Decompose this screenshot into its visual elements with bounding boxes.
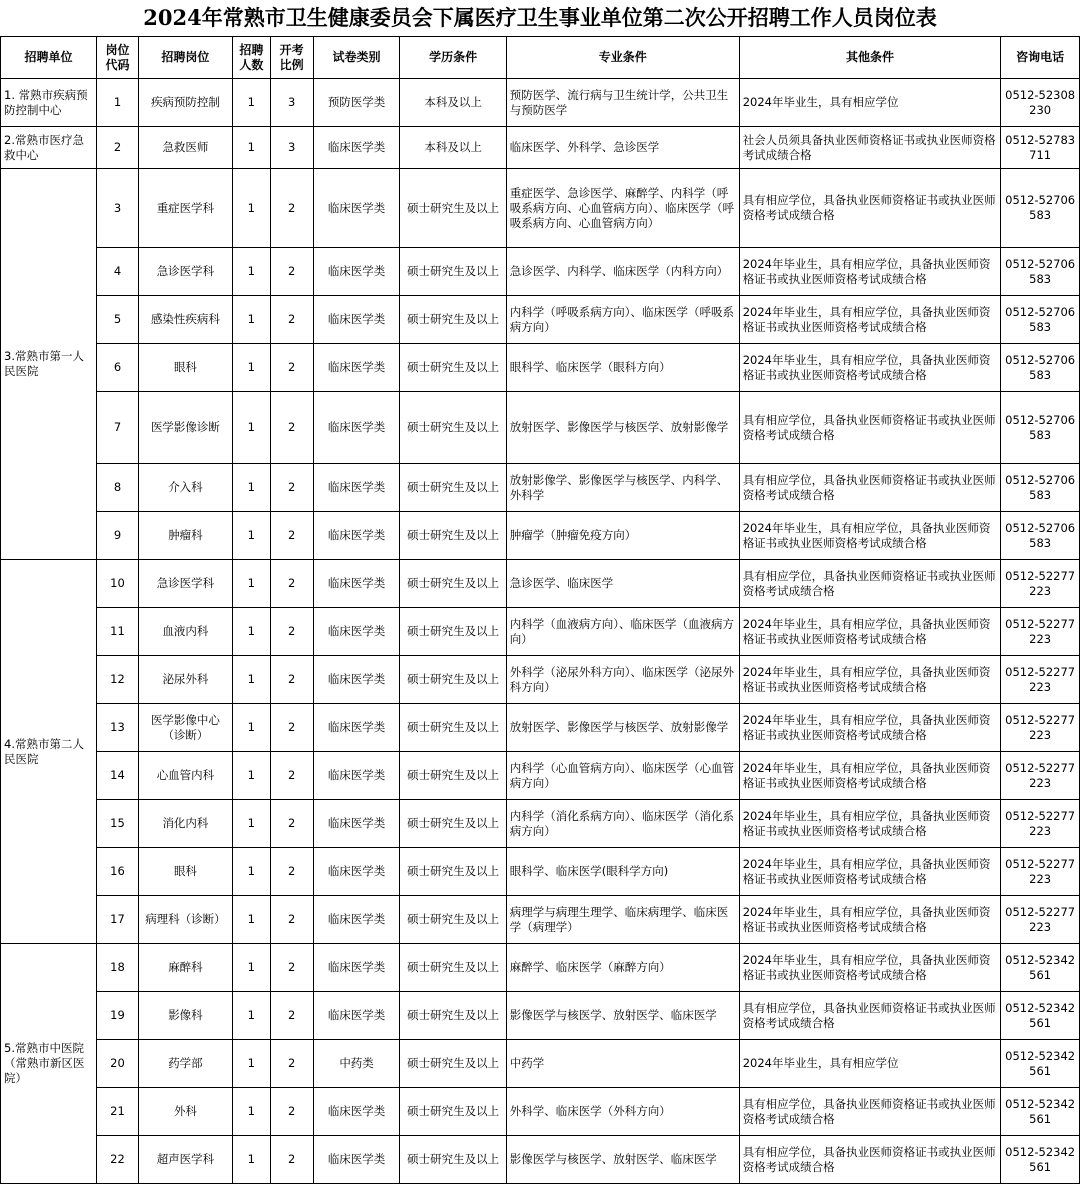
other-requirement: 2024年毕业生，具有相应学位，具备执业医师资格证书或执业医师资格考试成绩合格: [739, 512, 1001, 560]
post-name: 心血管内科: [138, 752, 232, 800]
exam-ratio: 2: [270, 752, 313, 800]
post-count: 1: [232, 1040, 270, 1088]
post-name: 重症医学科: [138, 169, 232, 248]
post-count: 1: [232, 79, 270, 127]
contact-phone: 0512-52277223: [1001, 848, 1080, 896]
education-requirement: 硕士研究生及以上: [400, 248, 506, 296]
other-requirement: 2024年毕业生，具有相应学位，具备执业医师资格证书或执业医师资格考试成绩合格: [739, 344, 1001, 392]
major-requirement: 肿瘤学（肿瘤免疫方向）: [506, 512, 739, 560]
contact-phone: 0512-52277223: [1001, 800, 1080, 848]
header-code: 岗位代码: [97, 37, 139, 79]
post-count: 1: [232, 169, 270, 248]
contact-phone: 0512-52277223: [1001, 896, 1080, 944]
major-requirement: 影像医学与核医学、放射医学、临床医学: [506, 1136, 739, 1184]
exam-ratio: 2: [270, 344, 313, 392]
contact-phone: 0512-52277223: [1001, 608, 1080, 656]
post-code: 16: [97, 848, 139, 896]
other-requirement: 2024年毕业生，具有相应学位: [739, 79, 1001, 127]
post-name: 药学部: [138, 1040, 232, 1088]
other-requirement: 2024年毕业生，具有相应学位，具备执业医师资格证书或执业医师资格考试成绩合格: [739, 896, 1001, 944]
other-requirement: 2024年毕业生，具有相应学位，具备执业医师资格证书或执业医师资格考试成绩合格: [739, 248, 1001, 296]
education-requirement: 硕士研究生及以上: [400, 1136, 506, 1184]
education-requirement: 硕士研究生及以上: [400, 848, 506, 896]
post-name: 外科: [138, 1088, 232, 1136]
exam-ratio: 2: [270, 512, 313, 560]
exam-category: 临床医学类: [313, 656, 400, 704]
contact-phone: 0512-52277223: [1001, 752, 1080, 800]
post-name: 医学影像中心（诊断）: [138, 704, 232, 752]
exam-category: 临床医学类: [313, 800, 400, 848]
table-row: [1, 1088, 1080, 1136]
contact-phone: 0512-52706583: [1001, 512, 1080, 560]
header-edu: 学历条件: [400, 37, 506, 79]
education-requirement: 硕士研究生及以上: [400, 344, 506, 392]
exam-category: 临床医学类: [313, 1088, 400, 1136]
education-requirement: 硕士研究生及以上: [400, 704, 506, 752]
post-code: 3: [97, 169, 139, 248]
post-count: 1: [232, 944, 270, 992]
post-code: 12: [97, 656, 139, 704]
education-requirement: 硕士研究生及以上: [400, 1088, 506, 1136]
education-requirement: 硕士研究生及以上: [400, 656, 506, 704]
major-requirement: 临床医学、外科学、急诊医学: [506, 127, 739, 169]
table-row: [1, 512, 1080, 560]
other-requirement: 具有相应学位，具备执业医师资格证书或执业医师资格考试成绩合格: [739, 464, 1001, 512]
post-code: 20: [97, 1040, 139, 1088]
exam-ratio: 2: [270, 464, 313, 512]
exam-ratio: 2: [270, 848, 313, 896]
header-unit: 招聘单位: [1, 37, 97, 79]
exam-ratio: 2: [270, 169, 313, 248]
major-requirement: 内科学（心血管病方向）、临床医学（心血管病方向）: [506, 752, 739, 800]
post-count: 1: [232, 344, 270, 392]
exam-category: 临床医学类: [313, 512, 400, 560]
post-count: 1: [232, 848, 270, 896]
exam-category: 临床医学类: [313, 752, 400, 800]
exam-ratio: 3: [270, 127, 313, 169]
header-ratio: 开考比例: [270, 37, 313, 79]
table-row: [1, 608, 1080, 656]
post-name: 影像科: [138, 992, 232, 1040]
contact-phone: 0512-52706583: [1001, 248, 1080, 296]
post-count: 1: [232, 656, 270, 704]
post-code: 2: [97, 127, 139, 169]
education-requirement: 本科及以上: [400, 127, 506, 169]
other-requirement: 具有相应学位，具备执业医师资格证书或执业医师资格考试成绩合格: [739, 1088, 1001, 1136]
table-row: [1, 1040, 1080, 1088]
other-requirement: 2024年毕业生，具有相应学位，具备执业医师资格证书或执业医师资格考试成绩合格: [739, 296, 1001, 344]
exam-category: 临床医学类: [313, 848, 400, 896]
contact-phone: 0512-52706583: [1001, 464, 1080, 512]
education-requirement: 硕士研究生及以上: [400, 1040, 506, 1088]
table-row: [1, 800, 1080, 848]
header-post: 招聘岗位: [138, 37, 232, 79]
exam-ratio: 2: [270, 656, 313, 704]
exam-ratio: 2: [270, 944, 313, 992]
contact-phone: 0512-52342561: [1001, 992, 1080, 1040]
header-major: 专业条件: [506, 37, 739, 79]
table-row: [1, 296, 1080, 344]
table-row: [1, 127, 1080, 169]
contact-phone: 0512-52308230: [1001, 79, 1080, 127]
post-code: 17: [97, 896, 139, 944]
recruiting-unit: 5.常熟市中医院（常熟市新区医院）: [1, 944, 97, 1184]
education-requirement: 硕士研究生及以上: [400, 169, 506, 248]
exam-category: 临床医学类: [313, 169, 400, 248]
major-requirement: 外科学（泌尿外科方向）、临床医学（泌尿外科方向）: [506, 656, 739, 704]
education-requirement: 硕士研究生及以上: [400, 800, 506, 848]
exam-ratio: 2: [270, 296, 313, 344]
education-requirement: 硕士研究生及以上: [400, 392, 506, 464]
exam-category: 临床医学类: [313, 392, 400, 464]
exam-category: 临床医学类: [313, 608, 400, 656]
post-name: 眼科: [138, 344, 232, 392]
post-code: 14: [97, 752, 139, 800]
exam-category: 临床医学类: [313, 944, 400, 992]
table-row: [1, 392, 1080, 464]
major-requirement: 中药学: [506, 1040, 739, 1088]
post-code: 8: [97, 464, 139, 512]
header-other: 其他条件: [739, 37, 1001, 79]
exam-ratio: 2: [270, 992, 313, 1040]
exam-ratio: 2: [270, 392, 313, 464]
other-requirement: 具有相应学位，具备执业医师资格证书或执业医师资格考试成绩合格: [739, 169, 1001, 248]
post-code: 22: [97, 1136, 139, 1184]
post-count: 1: [232, 560, 270, 608]
post-code: 21: [97, 1088, 139, 1136]
post-count: 1: [232, 752, 270, 800]
page-title: 2024年常熟市卫生健康委员会下属医疗卫生事业单位第二次公开招聘工作人员岗位表: [143, 5, 937, 30]
post-count: 1: [232, 704, 270, 752]
header-num: 招聘人数: [232, 37, 270, 79]
other-requirement: 具有相应学位，具备执业医师资格证书或执业医师资格考试成绩合格: [739, 992, 1001, 1040]
exam-category: 临床医学类: [313, 296, 400, 344]
major-requirement: 放射医学、影像医学与核医学、放射影像学: [506, 704, 739, 752]
exam-ratio: 2: [270, 248, 313, 296]
exam-ratio: 2: [270, 800, 313, 848]
other-requirement: 具有相应学位，具备执业医师资格证书或执业医师资格考试成绩合格: [739, 1136, 1001, 1184]
other-requirement: 2024年毕业生，具有相应学位，具备执业医师资格证书或执业医师资格考试成绩合格: [739, 656, 1001, 704]
exam-ratio: 2: [270, 608, 313, 656]
post-count: 1: [232, 512, 270, 560]
table-row: [1, 752, 1080, 800]
exam-category: 临床医学类: [313, 1136, 400, 1184]
major-requirement: 重症医学、急诊医学、麻醉学、内科学（呼吸系病方向、心血管病方向）、临床医学（呼吸系病方向、心血管病方向）: [506, 169, 739, 248]
post-name: 急救医师: [138, 127, 232, 169]
table-row: [1, 169, 1080, 248]
exam-category: 临床医学类: [313, 992, 400, 1040]
other-requirement: 2024年毕业生，具有相应学位，具备执业医师资格证书或执业医师资格考试成绩合格: [739, 608, 1001, 656]
contact-phone: 0512-52277223: [1001, 704, 1080, 752]
other-requirement: 2024年毕业生，具有相应学位: [739, 1040, 1001, 1088]
contact-phone: 0512-52706583: [1001, 392, 1080, 464]
contact-phone: 0512-52277223: [1001, 560, 1080, 608]
other-requirement: 2024年毕业生，具有相应学位，具备执业医师资格证书或执业医师资格考试成绩合格: [739, 800, 1001, 848]
post-count: 1: [232, 608, 270, 656]
major-requirement: 眼科学、临床医学(眼科学方向): [506, 848, 739, 896]
exam-ratio: 2: [270, 896, 313, 944]
post-count: 1: [232, 296, 270, 344]
post-name: 急诊医学科: [138, 248, 232, 296]
contact-phone: 0512-52342561: [1001, 1136, 1080, 1184]
major-requirement: 放射影像学、影像医学与核医学、内科学、外科学: [506, 464, 739, 512]
table-row: [1, 848, 1080, 896]
major-requirement: 眼科学、临床医学（眼科方向）: [506, 344, 739, 392]
post-name: 医学影像诊断: [138, 392, 232, 464]
post-name: 急诊医学科: [138, 560, 232, 608]
exam-category: 临床医学类: [313, 464, 400, 512]
education-requirement: 硕士研究生及以上: [400, 560, 506, 608]
exam-category: 临床医学类: [313, 560, 400, 608]
exam-category: 临床医学类: [313, 704, 400, 752]
major-requirement: 急诊医学、临床医学: [506, 560, 739, 608]
header-row: [1, 37, 1080, 79]
exam-category: 临床医学类: [313, 344, 400, 392]
major-requirement: 预防医学、流行病与卫生统计学，公共卫生与预防医学: [506, 79, 739, 127]
contact-phone: 0512-52342561: [1001, 944, 1080, 992]
post-code: 11: [97, 608, 139, 656]
table-row: [1, 944, 1080, 992]
post-code: 15: [97, 800, 139, 848]
post-code: 10: [97, 560, 139, 608]
post-code: 9: [97, 512, 139, 560]
exam-ratio: 2: [270, 1040, 313, 1088]
post-name: 病理科（诊断）: [138, 896, 232, 944]
other-requirement: 社会人员须具备执业医师资格证书或执业医师资格考试成绩合格: [739, 127, 1001, 169]
other-requirement: 2024年毕业生，具有相应学位，具备执业医师资格证书或执业医师资格考试成绩合格: [739, 752, 1001, 800]
major-requirement: 放射医学、影像医学与核医学、放射影像学: [506, 392, 739, 464]
post-count: 1: [232, 248, 270, 296]
table-row: [1, 248, 1080, 296]
exam-ratio: 3: [270, 79, 313, 127]
exam-category: 预防医学类: [313, 79, 400, 127]
exam-category: 临床医学类: [313, 127, 400, 169]
post-name: 介入科: [138, 464, 232, 512]
other-requirement: 具有相应学位，具备执业医师资格证书或执业医师资格考试成绩合格: [739, 560, 1001, 608]
major-requirement: 内科学（血液病方向）、临床医学（血液病方向）: [506, 608, 739, 656]
post-count: 1: [232, 127, 270, 169]
table-row: [1, 992, 1080, 1040]
exam-ratio: 2: [270, 704, 313, 752]
post-name: 血液内科: [138, 608, 232, 656]
education-requirement: 本科及以上: [400, 79, 506, 127]
major-requirement: 麻醉学、临床医学（麻醉方向）: [506, 944, 739, 992]
contact-phone: 0512-52706583: [1001, 169, 1080, 248]
recruiting-unit: 4.常熟市第二人民医院: [1, 560, 97, 944]
education-requirement: 硕士研究生及以上: [400, 512, 506, 560]
table-row: [1, 656, 1080, 704]
post-name: 消化内科: [138, 800, 232, 848]
exam-category: 临床医学类: [313, 248, 400, 296]
post-count: 1: [232, 992, 270, 1040]
major-requirement: 内科学（呼吸系病方向）、临床医学（呼吸系病方向）: [506, 296, 739, 344]
post-name: 眼科: [138, 848, 232, 896]
major-requirement: 病理学与病理生理学、临床病理学、临床医学（病理学）: [506, 896, 739, 944]
post-count: 1: [232, 392, 270, 464]
post-name: 疾病预防控制: [138, 79, 232, 127]
positions-table: [0, 36, 1080, 1184]
other-requirement: 2024年毕业生，具有相应学位，具备执业医师资格证书或执业医师资格考试成绩合格: [739, 944, 1001, 992]
table-row: [1, 79, 1080, 127]
major-requirement: 影像医学与核医学、放射医学、临床医学: [506, 992, 739, 1040]
contact-phone: 0512-52342561: [1001, 1040, 1080, 1088]
post-code: 1: [97, 79, 139, 127]
education-requirement: 硕士研究生及以上: [400, 296, 506, 344]
recruiting-unit: 1. 常熟市疾病预防控制中心: [1, 79, 97, 127]
post-code: 4: [97, 248, 139, 296]
post-code: 7: [97, 392, 139, 464]
recruiting-unit: 3.常熟市第一人民医院: [1, 169, 97, 560]
table-row: [1, 560, 1080, 608]
post-name: 超声医学科: [138, 1136, 232, 1184]
table-row: [1, 344, 1080, 392]
post-code: 5: [97, 296, 139, 344]
header-exam: 试卷类别: [313, 37, 400, 79]
education-requirement: 硕士研究生及以上: [400, 992, 506, 1040]
contact-phone: 0512-52342561: [1001, 1088, 1080, 1136]
education-requirement: 硕士研究生及以上: [400, 896, 506, 944]
post-name: 麻醉科: [138, 944, 232, 992]
contact-phone: 0512-52277223: [1001, 656, 1080, 704]
recruiting-unit: 2.常熟市医疗急救中心: [1, 127, 97, 169]
post-count: 1: [232, 896, 270, 944]
table-row: [1, 704, 1080, 752]
major-requirement: 急诊医学、内科学、临床医学（内科方向）: [506, 248, 739, 296]
other-requirement: 2024年毕业生，具有相应学位，具备执业医师资格证书或执业医师资格考试成绩合格: [739, 848, 1001, 896]
post-count: 1: [232, 1088, 270, 1136]
education-requirement: 硕士研究生及以上: [400, 944, 506, 992]
major-requirement: 外科学、临床医学（外科方向）: [506, 1088, 739, 1136]
other-requirement: 具有相应学位，具备执业医师资格证书或执业医师资格考试成绩合格: [739, 392, 1001, 464]
post-count: 1: [232, 1136, 270, 1184]
post-count: 1: [232, 800, 270, 848]
table-row: [1, 1136, 1080, 1184]
post-name: 感染性疾病科: [138, 296, 232, 344]
exam-ratio: 2: [270, 1088, 313, 1136]
post-code: 13: [97, 704, 139, 752]
other-requirement: 2024年毕业生，具有相应学位，具备执业医师资格证书或执业医师资格考试成绩合格: [739, 704, 1001, 752]
post-name: 肿瘤科: [138, 512, 232, 560]
education-requirement: 硕士研究生及以上: [400, 608, 506, 656]
exam-category: 中药类: [313, 1040, 400, 1088]
post-code: 19: [97, 992, 139, 1040]
exam-ratio: 2: [270, 1136, 313, 1184]
table-row: [1, 464, 1080, 512]
education-requirement: 硕士研究生及以上: [400, 464, 506, 512]
post-code: 6: [97, 344, 139, 392]
contact-phone: 0512-52706583: [1001, 296, 1080, 344]
contact-phone: 0512-52706583: [1001, 344, 1080, 392]
table-row: [1, 896, 1080, 944]
education-requirement: 硕士研究生及以上: [400, 752, 506, 800]
exam-ratio: 2: [270, 560, 313, 608]
post-code: 18: [97, 944, 139, 992]
post-name: 泌尿外科: [138, 656, 232, 704]
contact-phone: 0512-52783711: [1001, 127, 1080, 169]
post-count: 1: [232, 464, 270, 512]
header-phone: 咨询电话: [1001, 37, 1080, 79]
exam-category: 临床医学类: [313, 896, 400, 944]
major-requirement: 内科学（消化系病方向）、临床医学（消化系病方向）: [506, 800, 739, 848]
